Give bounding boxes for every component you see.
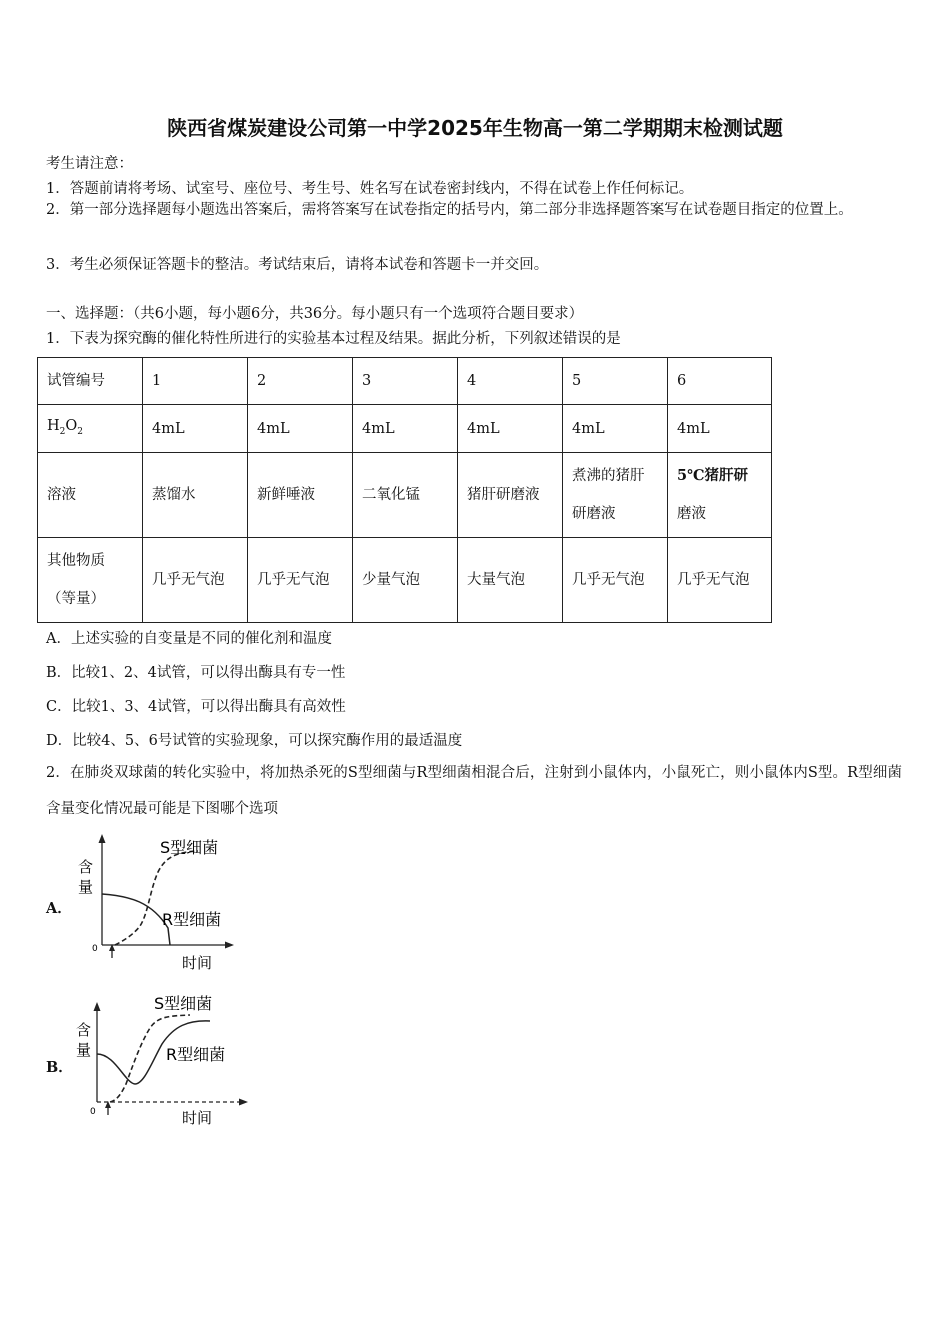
y-axis-label: 含 — [78, 858, 94, 876]
table-cell: 其他物质 （等量） — [38, 538, 143, 623]
q1-option-c[interactable]: C．比较1、3、4试管，可以得出酶具有高效性 — [46, 699, 346, 715]
y-axis-arrow — [94, 1002, 101, 1011]
table-cell-h2o2: $H_2O_2$ — [38, 405, 143, 453]
r-bacteria-label: R型细菌 — [162, 910, 222, 929]
x-axis-label: 时间 — [182, 954, 213, 972]
q1-option-a[interactable]: A．上述实验的自变量是不同的催化剂和温度 — [46, 631, 332, 647]
q2-figure-b[interactable] — [70, 988, 260, 1133]
s-bacteria-label: S型细菌 — [160, 838, 219, 857]
table-cell: 新鲜唾液 — [248, 453, 353, 538]
x-axis-arrow — [225, 942, 234, 949]
table-cell: 几乎无气泡 — [248, 538, 353, 623]
y-axis-arrow — [99, 834, 106, 843]
table-cell: 蒸馏水 — [143, 453, 248, 538]
origin-label: 0 — [92, 944, 98, 954]
table-cell: 猪肝研磨液 — [458, 453, 563, 538]
page-title: 陕西省煤炭建设公司第一中学2025年生物高一第二学期期末检测试题 — [167, 116, 783, 140]
table-cell: 二氧化锰 — [353, 453, 458, 538]
origin-label: 0 — [90, 1107, 96, 1117]
table-row — [38, 358, 772, 405]
q2-figure-a[interactable] — [70, 830, 260, 975]
table-cell: 4mL — [563, 405, 668, 453]
notice-item-2: 2．第一部分选择题每小题选出答案后，需将答案写在试卷指定的括号内，第二部分非选择题答案写在试卷题目指定的位置上。 — [46, 202, 853, 218]
table-cell: 大量气泡 — [458, 538, 563, 623]
table-cell: 4mL — [458, 405, 563, 453]
table-cell: 几乎无气泡 — [668, 538, 772, 623]
table-cell: 3 — [353, 358, 458, 405]
y-axis-label: 含 — [76, 1021, 92, 1039]
table-row — [38, 538, 772, 623]
table-cell: 4mL — [353, 405, 458, 453]
q1-option-d[interactable]: D．比较4、5、6号试管的实验现象，可以探究酶作用的最适温度 — [46, 733, 463, 749]
x-axis-label: 时间 — [182, 1109, 213, 1127]
table-cell: 4mL — [143, 405, 248, 453]
table-cell: 2 — [248, 358, 353, 405]
table-cell: 溶液 — [38, 453, 143, 538]
r-bacteria-curve — [102, 894, 170, 945]
table-cell: 6 — [668, 358, 772, 405]
notice-item-3: 3．考生必须保证答题卡的整洁。考试结束后，请将本试卷和答题卡一并交回。 — [46, 257, 549, 273]
notice-heading: 考生请注意： — [46, 156, 133, 172]
table-cell: 几乎无气泡 — [143, 538, 248, 623]
table-cell: 几乎无气泡 — [563, 538, 668, 623]
q1-option-b[interactable]: B．比较1、2、4试管，可以得出酶具有专一性 — [46, 665, 346, 681]
q1-stem: 1．下表为探究酶的催化特性所进行的实验基本过程及结果。据此分析，下列叙述错误的是 — [46, 331, 621, 347]
table-cell: 少量气泡 — [353, 538, 458, 623]
table-cell: 试管编号 — [38, 358, 143, 405]
x-axis-arrow — [239, 1099, 248, 1106]
section-heading: 一、选择题：（共6小题，每小题6分，共36分。每小题只有一个选项符合题目要求） — [46, 306, 584, 322]
s-bacteria-label: S型细菌 — [154, 994, 213, 1013]
q2-option-b-label[interactable]: B． — [46, 1059, 73, 1076]
r-bacteria-label: R型细菌 — [166, 1045, 226, 1064]
table-cell: 煮沸的猪肝 研磨液 — [563, 453, 668, 538]
table-row — [38, 453, 772, 538]
experiment-table — [37, 357, 772, 623]
table-cell: 4mL — [248, 405, 353, 453]
q2-stem: 2．在肺炎双球菌的转化实验中，将加热杀死的S型细菌与R型细菌相混合后，注射到小鼠体内，小鼠死亡，则小鼠体内S型。R型细菌含量变化情况最可能是下图哪个选项 — [46, 765, 902, 817]
table-cell: 1 — [143, 358, 248, 405]
table-cell: 5℃猪肝研 磨液 — [668, 453, 772, 538]
table-cell: 5 — [563, 358, 668, 405]
table-row — [38, 405, 772, 453]
q2-option-a-label[interactable]: A． — [46, 900, 72, 917]
table-cell: 4 — [458, 358, 563, 405]
notice-item-1: 1．答题前请将考场、试室号、座位号、考生号、姓名写在试卷密封线内，不得在试卷上作任何标记。 — [46, 181, 694, 197]
y-axis-label: 量 — [78, 878, 94, 896]
y-axis-label: 量 — [76, 1041, 92, 1059]
table-cell: 4mL — [668, 405, 772, 453]
